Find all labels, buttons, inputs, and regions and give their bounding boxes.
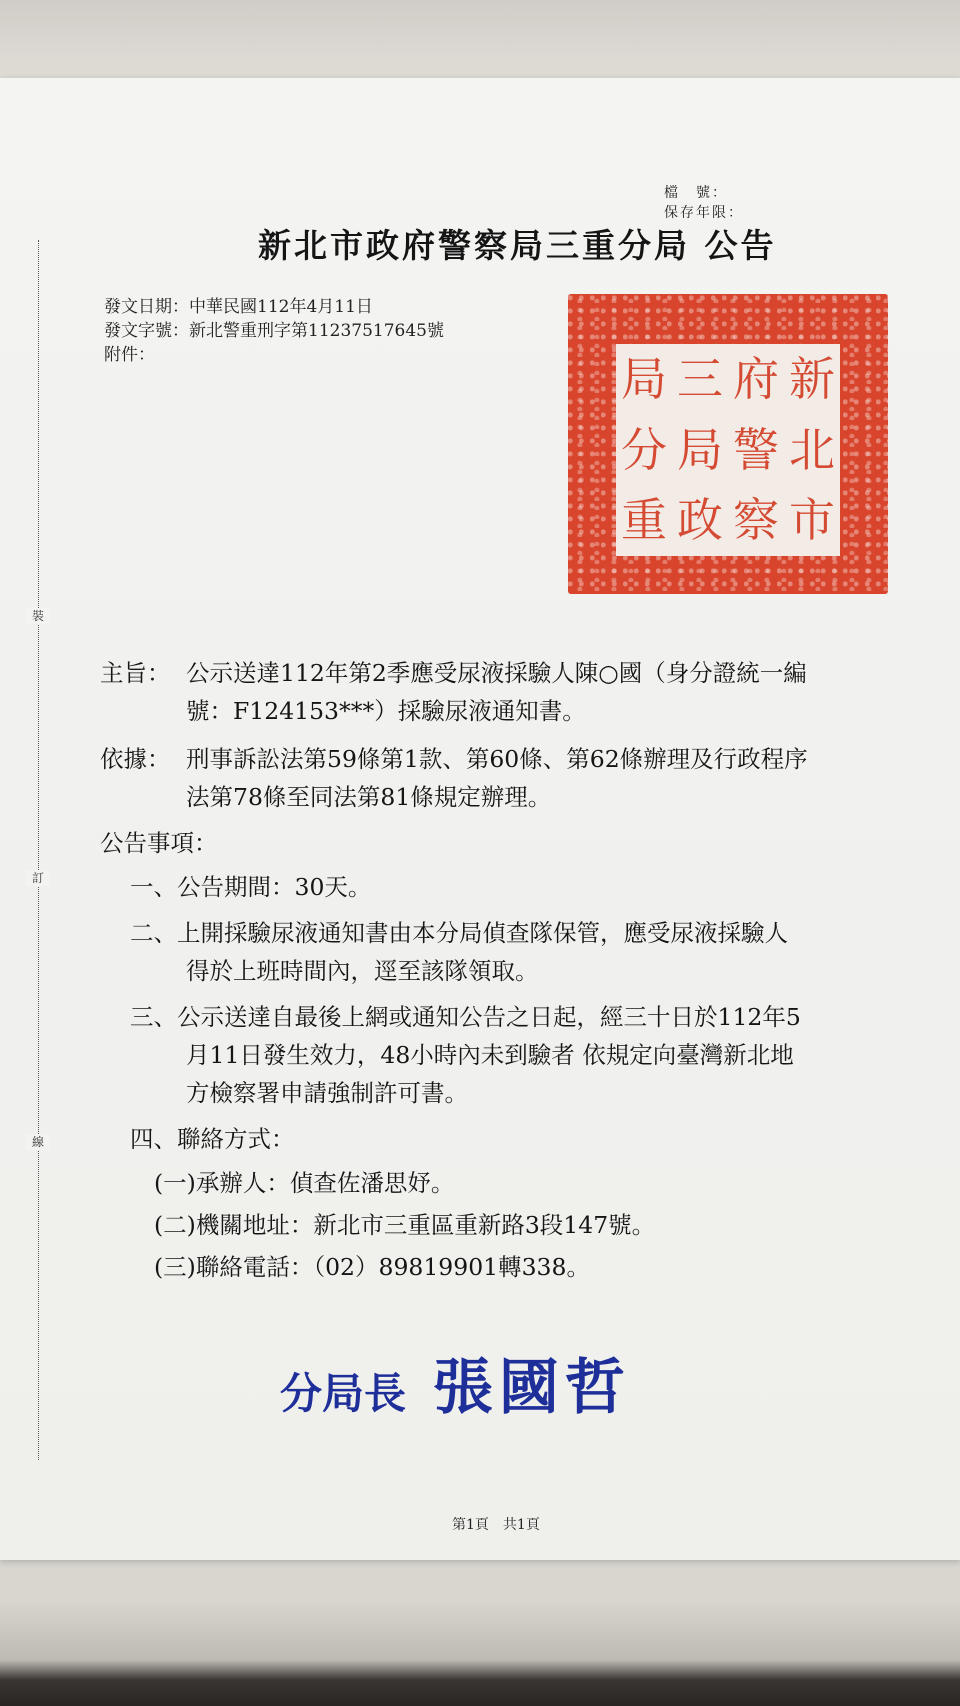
document-title: 新北市政府警察局三重分局 公告	[258, 226, 777, 265]
seal-glyph: 重	[621, 493, 667, 548]
binding-char-3: 線	[26, 1134, 50, 1150]
document-page	[0, 78, 960, 1560]
basis-label: 依據：	[100, 745, 171, 773]
basis-line-2: 法第78條至同法第81條規定辦理。	[186, 783, 552, 811]
notice-item-2-line-2: 得於上班時間內，逕至該隊領取。	[186, 957, 539, 985]
file-number-label: 檔 號：	[664, 185, 728, 201]
notice-item-3-line-3: 方檢察署申請強制許可書。	[186, 1079, 468, 1107]
contact-officer: (一)承辦人：偵查佐潘思妤。	[154, 1169, 455, 1197]
official-seal	[568, 294, 888, 594]
issue-date: 發文日期：中華民國112年4月11日	[104, 297, 373, 317]
notice-item-2-line-1: 二、上開採驗尿液通知書由本分局偵查隊保管，應受尿液採驗人	[130, 919, 788, 947]
contact-address: (二)機關地址：新北市三重區重新路3段147號。	[154, 1211, 656, 1239]
binding-char-1: 裝	[26, 608, 50, 624]
notice-item-3-line-1: 三、公示送達自最後上網或通知公告之日起，經三十日於112年5	[130, 1003, 801, 1031]
reference-number: 發文字號：新北警重刑字第11237517645號	[104, 321, 444, 341]
notice-heading: 公告事項：	[100, 829, 218, 857]
seal-glyph: 北	[789, 422, 835, 477]
signature-title: 分局長	[280, 1369, 407, 1418]
seal-glyph: 三	[677, 352, 723, 406]
binding-line	[38, 240, 39, 1460]
basis-line-1: 刑事訴訟法第59條第1款、第60條、第62條辦理及行政程序	[186, 745, 808, 773]
seal-glyph: 新	[789, 352, 835, 406]
retention-period-label: 保存年限：	[664, 205, 744, 221]
seal-glyph: 察	[733, 493, 779, 548]
seal-inner	[616, 344, 840, 556]
seal-glyph: 局	[621, 352, 667, 406]
subject-label: 主旨：	[100, 659, 171, 687]
subject-line-2: 號：F124153***）採驗尿液通知書。	[186, 697, 586, 725]
signature-stamp	[280, 1340, 631, 1426]
notice-item-4: 四、聯絡方式：	[130, 1125, 295, 1153]
contact-phone: (三)聯絡電話：（02）89819901轉338。	[154, 1253, 590, 1281]
notice-item-1: 一、公告期間：30天。	[130, 873, 372, 901]
seal-glyph: 局	[677, 422, 723, 477]
notice-item-3-line-2: 月11日發生效力，48小時內未到驗者 依規定向臺灣新北地	[186, 1041, 794, 1069]
binding-char-2: 訂	[26, 870, 50, 886]
seal-glyph: 警	[733, 422, 779, 477]
page-number: 第1頁 共1頁	[452, 1517, 540, 1533]
attachment-label: 附件：	[104, 345, 155, 365]
seal-glyph: 政	[677, 493, 723, 548]
seal-glyph: 分	[621, 422, 667, 477]
signature-name: 張國哲	[432, 1353, 631, 1423]
seal-glyph: 府	[733, 352, 779, 406]
seal-glyph: 市	[789, 493, 835, 548]
subject-line-1: 公示送達112年第2季應受尿液採驗人陳○國（身分證統一編	[186, 659, 807, 687]
